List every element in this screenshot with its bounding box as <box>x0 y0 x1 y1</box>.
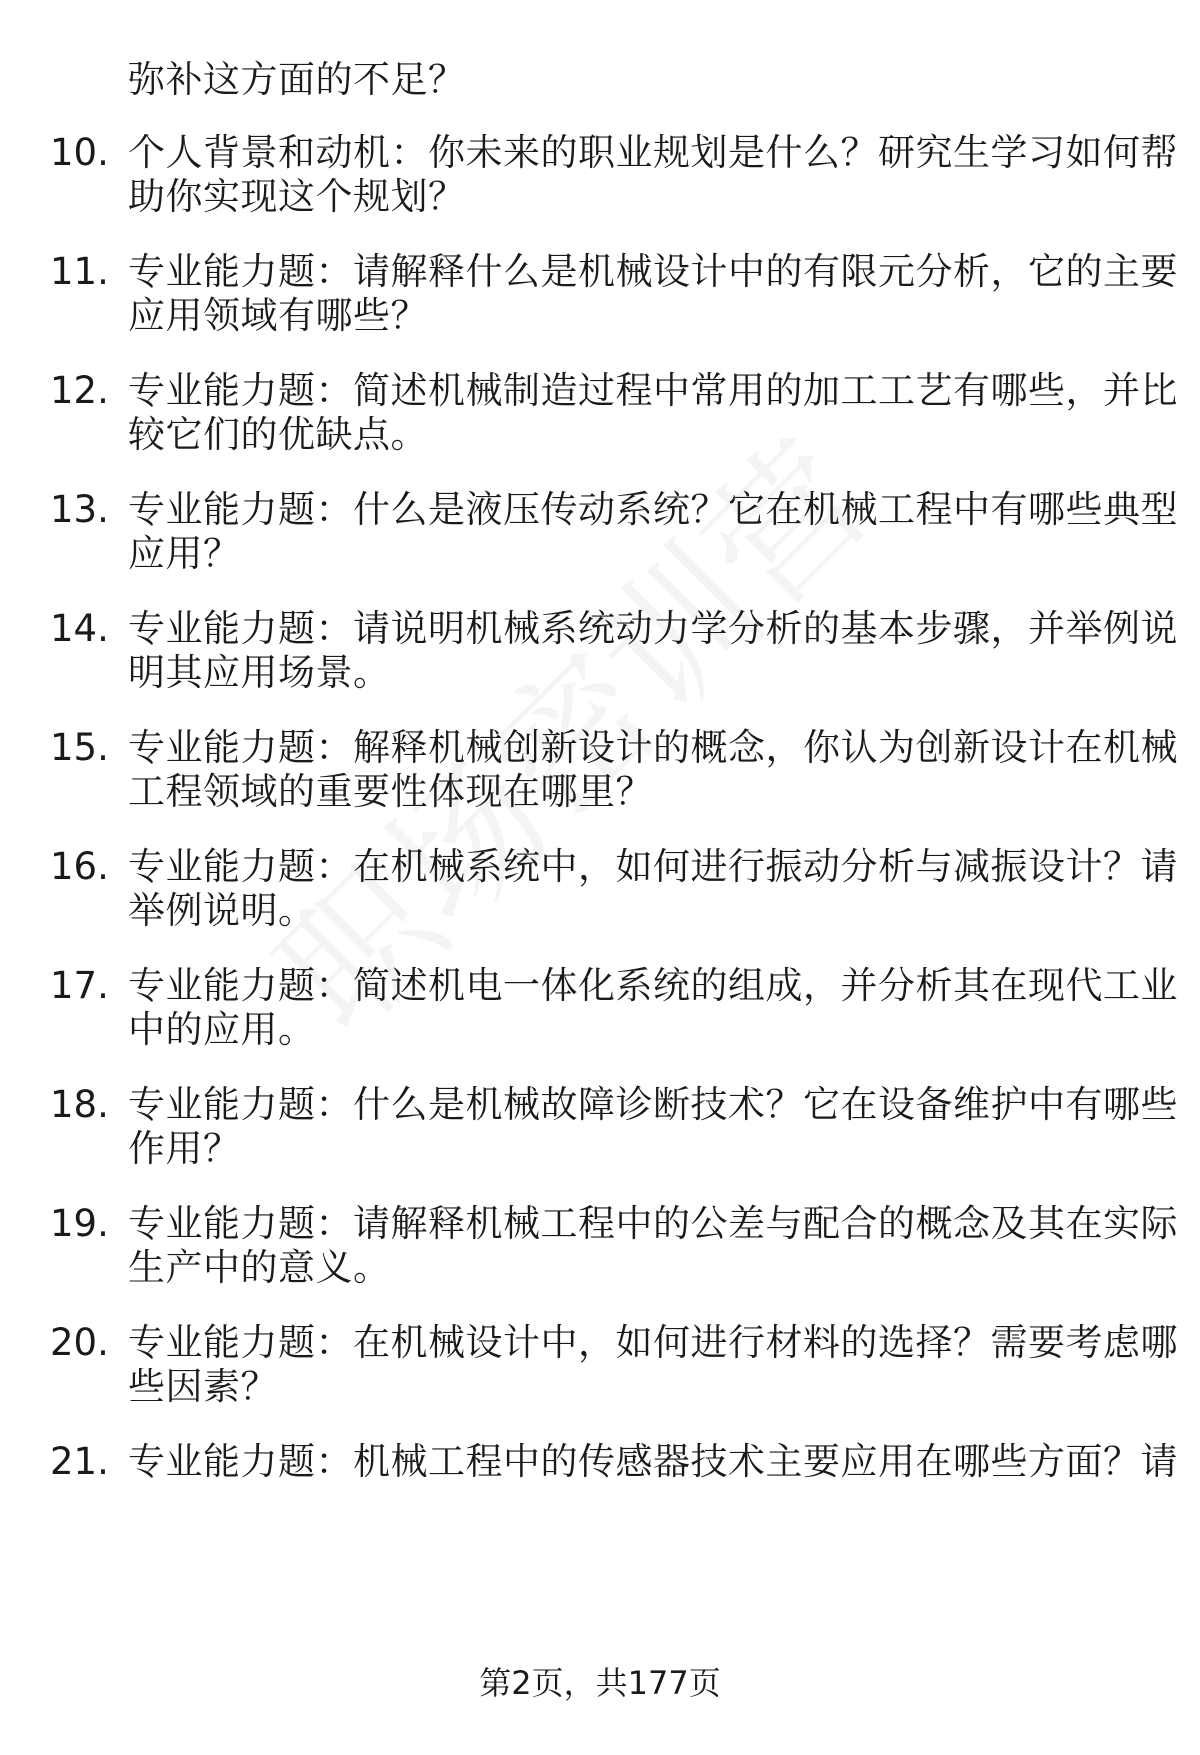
item-number: 18. <box>50 1083 109 1126</box>
item-number: 13. <box>50 488 109 531</box>
item-text: 专业能力题：什么是液压传动系统？它在机械工程中有哪些典型 <box>128 488 1178 531</box>
item-text: 较它们的优缺点。 <box>128 413 428 456</box>
item-text: 举例说明。 <box>128 889 316 932</box>
item-number: 16. <box>50 845 109 888</box>
item-number: 21. <box>50 1440 109 1483</box>
item-number: 14. <box>50 607 109 650</box>
item-text: 专业能力题：请说明机械系统动力学分析的基本步骤，并举例说 <box>128 607 1178 650</box>
item-text: 专业能力题：简述机械制造过程中常用的加工工艺有哪些，并比 <box>128 369 1178 412</box>
item-number: 10. <box>50 131 109 174</box>
item-text: 应用？ <box>128 532 241 575</box>
item-text: 专业能力题：请解释什么是机械设计中的有限元分析，它的主要 <box>128 250 1178 293</box>
item-text: 专业能力题：解释机械创新设计的概念，你认为创新设计在机械 <box>128 726 1178 769</box>
item-number: 11. <box>50 250 109 293</box>
item-text: 专业能力题：请解释机械工程中的公差与配合的概念及其在实际 <box>128 1202 1178 1245</box>
item-text: 中的应用。 <box>128 1008 316 1051</box>
item-text: 个人背景和动机：你未来的职业规划是什么？研究生学习如何帮 <box>128 131 1178 174</box>
item-text: 专业能力题：在机械设计中，如何进行材料的选择？需要考虑哪 <box>128 1321 1178 1364</box>
item-text: 专业能力题：简述机电一体化系统的组成，并分析其在现代工业 <box>128 964 1178 1007</box>
item-number: 20. <box>50 1321 109 1364</box>
item-text: 些因素？ <box>128 1365 278 1408</box>
continuation-line: 弥补这方面的不足？ <box>128 58 466 101</box>
item-number: 15. <box>50 726 109 769</box>
item-text: 专业能力题：在机械系统中，如何进行振动分析与减振设计？请 <box>128 845 1178 888</box>
item-text: 生产中的意义。 <box>128 1246 391 1289</box>
item-number: 19. <box>50 1202 109 1245</box>
item-text: 专业能力题：机械工程中的传感器技术主要应用在哪些方面？请 <box>128 1440 1178 1483</box>
item-text: 应用领域有哪些？ <box>128 294 428 337</box>
item-text: 专业能力题：什么是机械故障诊断技术？它在设备维护中有哪些 <box>128 1083 1178 1126</box>
item-text: 作用？ <box>128 1127 241 1170</box>
item-number: 17. <box>50 964 109 1007</box>
page-footer: 第2页，共177页 <box>479 1664 721 1702</box>
item-number: 12. <box>50 369 109 412</box>
item-text: 明其应用场景。 <box>128 651 391 694</box>
item-text: 助你实现这个规划？ <box>128 175 466 218</box>
item-text: 工程领域的重要性体现在哪里？ <box>128 770 653 813</box>
